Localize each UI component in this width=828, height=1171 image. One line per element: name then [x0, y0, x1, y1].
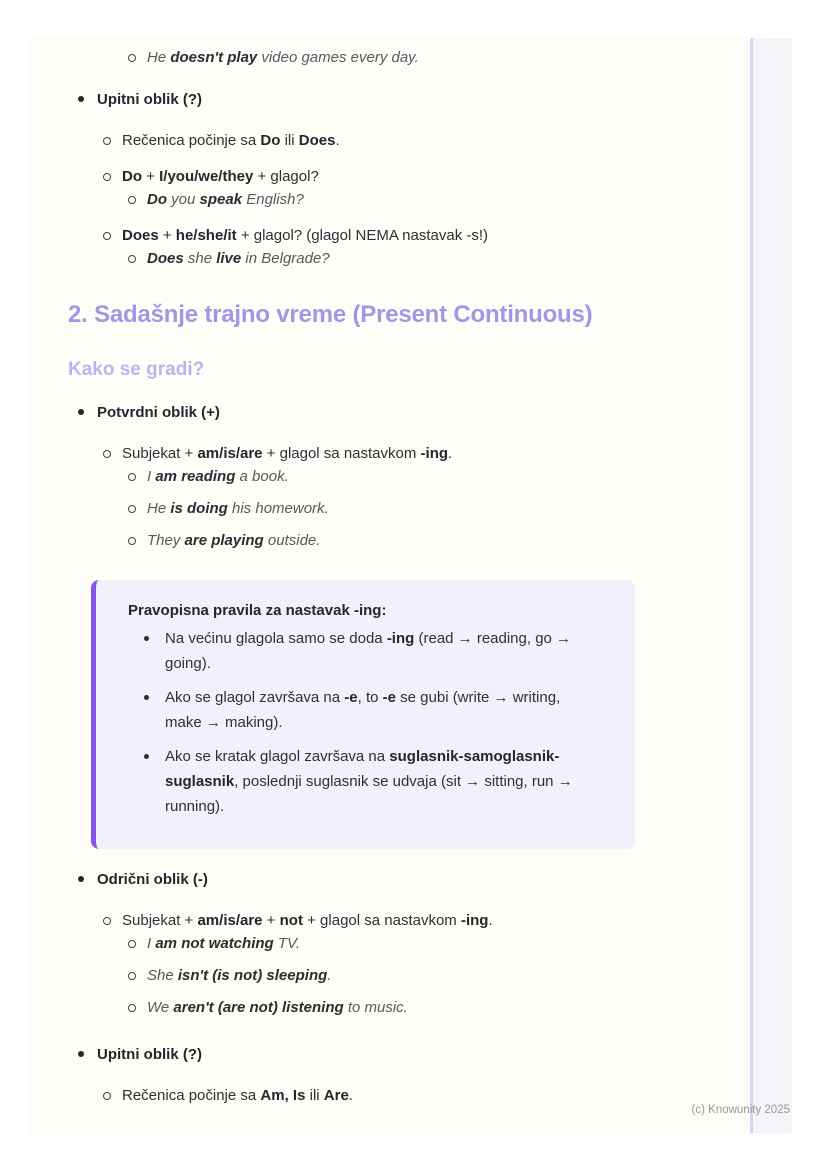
text: outside.: [263, 532, 321, 549]
bold-text: Does: [122, 227, 159, 244]
text: + glagol sa nastavkom: [262, 445, 421, 462]
bold-text: Potvrdni oblik (+): [97, 404, 220, 421]
bullet-circle-icon: [128, 196, 136, 204]
text: to music.: [343, 999, 408, 1016]
text: .: [448, 445, 453, 462]
bold-text: am/is/are: [197, 912, 263, 929]
bullet-disc-icon: [144, 754, 149, 759]
callout-list: [128, 626, 599, 819]
list-item: [78, 1043, 717, 1107]
next-page-edge: [750, 38, 792, 1133]
bold-text: Do: [122, 168, 142, 185]
bold-text: am reading: [155, 468, 236, 485]
callout-item: [128, 626, 599, 676]
list-level-3: [128, 247, 717, 270]
text: + glagol sa nastavkom: [302, 912, 461, 929]
list-item: [103, 909, 717, 1019]
bold-text: Does: [298, 132, 336, 149]
bold-text: not: [279, 912, 303, 929]
text: + glagol? (glagol NEMA nastavak -s!): [236, 227, 489, 244]
text: Subjekat +: [122, 445, 198, 462]
bullet-circle-icon: [103, 917, 111, 925]
text: you: [167, 191, 200, 208]
section-heading: 2. Sadašnje trajno vreme (Present Continuous): [68, 301, 593, 328]
bullet-circle-icon: [103, 173, 111, 181]
bold-text: -ing: [420, 445, 449, 462]
callout-item: [128, 685, 599, 735]
list-item-text: [147, 468, 289, 485]
text: Rečenica počinje sa: [122, 1087, 261, 1104]
document-page: [30, 38, 747, 1133]
example-item: [128, 188, 717, 211]
bold-text: live: [216, 250, 242, 267]
example-item: [128, 932, 717, 955]
bold-text: aren't (are not) listening: [173, 999, 344, 1016]
example-item: [128, 46, 717, 69]
text: +: [262, 912, 280, 929]
callout-item-text: [165, 630, 571, 672]
text: ili: [305, 1087, 324, 1104]
text: Ako se glagol završava na: [165, 689, 345, 706]
callout-item-text: [165, 748, 573, 815]
list-item-text: [97, 871, 208, 888]
bullet-disc-icon: [144, 695, 149, 700]
bold-text: Are: [323, 1087, 349, 1104]
text: a book.: [235, 468, 289, 485]
bold-text: Odrični oblik (-): [97, 871, 208, 888]
text: Na većinu glagola samo se doda: [165, 630, 387, 647]
list-item: [103, 1084, 717, 1107]
text: + glagol?: [253, 168, 319, 185]
bold-text: is doing: [170, 500, 228, 517]
example-item: [128, 529, 717, 552]
text: +: [158, 227, 176, 244]
text: .: [327, 967, 332, 984]
list-level-2: [103, 129, 717, 270]
bullet-circle-icon: [128, 255, 136, 263]
bold-text: am not watching: [155, 935, 274, 952]
text: +: [142, 168, 160, 185]
list-level-3: [128, 46, 717, 69]
bold-text: he/she/it: [175, 227, 237, 244]
bullet-circle-icon: [128, 473, 136, 481]
list-item-text: [122, 1087, 353, 1104]
text: (read → reading, go → going).: [165, 630, 572, 672]
bullet-circle-icon: [103, 232, 111, 240]
text: in Belgrade?: [241, 250, 330, 267]
text: We: [147, 999, 174, 1016]
bold-text: speak: [199, 191, 243, 208]
bold-text: Upitni oblik (?): [97, 1046, 202, 1063]
bold-text: doesn't play: [170, 49, 258, 66]
bold-text: Do: [260, 132, 281, 149]
text: , poslednji suglasnik se udvaja (sit → sitting, run → running).: [165, 773, 573, 815]
example-item: [128, 497, 717, 520]
bold-text: -e: [344, 689, 358, 706]
list-level-1: [78, 401, 717, 552]
list-item-text: [147, 967, 331, 984]
bold-text: am/is/are: [197, 445, 263, 462]
list-item: [103, 442, 717, 552]
text: his homework.: [227, 500, 329, 517]
bullet-circle-icon: [103, 450, 111, 458]
text: Subjekat +: [122, 912, 198, 929]
list-level-2: [103, 909, 717, 1019]
list-item: [103, 224, 717, 270]
list-level-2: [103, 1084, 717, 1107]
bullet-disc-icon: [144, 636, 149, 641]
list-item-text: [147, 532, 320, 549]
list-item-text: [147, 500, 329, 517]
bold-text: Pravopisna pravila za nastavak -ing:: [128, 602, 387, 619]
text: I: [147, 935, 156, 952]
example-item: [128, 964, 717, 987]
callout-title: [128, 599, 599, 622]
bullet-circle-icon: [103, 137, 111, 145]
bullet-disc-icon: [78, 409, 84, 415]
text: , to: [357, 689, 383, 706]
list-item-text: [147, 999, 408, 1016]
list-item-text: [147, 49, 419, 66]
list-item: [78, 868, 717, 1019]
example-item: [128, 465, 717, 488]
bold-text: Does: [147, 250, 184, 267]
callout-item-text: [165, 689, 560, 731]
bullet-circle-icon: [128, 54, 136, 62]
list-item-text: [122, 132, 340, 149]
bold-text: are playing: [184, 532, 264, 549]
list-level-3: [128, 188, 717, 211]
text: .: [488, 912, 493, 929]
text: English?: [242, 191, 304, 208]
subsection-heading: Kako se gradi?: [68, 359, 205, 380]
text: .: [348, 1087, 353, 1104]
bullet-disc-icon: [78, 96, 84, 102]
bullet-circle-icon: [128, 1004, 136, 1012]
list-item-text: [97, 1046, 202, 1063]
text: TV.: [273, 935, 301, 952]
copyright-watermark: (c) Knowunity 2025: [691, 1104, 790, 1116]
list-item-text: [122, 168, 319, 185]
text: video games every day.: [257, 49, 419, 66]
text: Ako se kratak glagol završava na: [165, 748, 390, 765]
list-level-1: [78, 868, 717, 1107]
bold-text: -ing: [386, 630, 415, 647]
page-content: [30, 38, 747, 1107]
list-item: [103, 129, 717, 152]
list-level-2: [103, 442, 717, 552]
list-item-text: [147, 250, 330, 267]
bold-text: isn't (is not) sleeping: [177, 967, 328, 984]
bullet-disc-icon: [78, 1051, 84, 1057]
list-level-1: [78, 88, 717, 270]
bold-text: -e: [382, 689, 396, 706]
list-item: [78, 88, 717, 270]
list-item-text: [122, 227, 488, 244]
list-item-text: [122, 912, 493, 929]
bullet-circle-icon: [128, 505, 136, 513]
text: Rečenica počinje sa: [122, 132, 261, 149]
example-item: [128, 996, 717, 1019]
list-item-text: [97, 404, 220, 421]
list-level-3: [128, 932, 717, 1019]
bold-text: suglasnik-samoglasnik-suglasnik: [165, 748, 560, 790]
bold-text: Am, Is: [260, 1087, 306, 1104]
bullet-circle-icon: [128, 972, 136, 980]
bullet-circle-icon: [128, 537, 136, 545]
bold-text: Upitni oblik (?): [97, 91, 202, 108]
text: She: [147, 967, 178, 984]
bold-text: Do: [147, 191, 167, 208]
bold-text: I/you/we/they: [159, 168, 254, 185]
callout-box: [91, 580, 635, 849]
text: They: [147, 532, 185, 549]
list-item: [78, 401, 717, 552]
callout-item: [128, 744, 599, 819]
text: se gubi (write → writing, make → making).: [165, 689, 561, 731]
list-item-text: [122, 445, 452, 462]
list-item-text: [147, 935, 300, 952]
text: .: [335, 132, 340, 149]
bullet-circle-icon: [128, 940, 136, 948]
list-item-text: [147, 191, 304, 208]
text: He: [147, 49, 171, 66]
text: I: [147, 468, 156, 485]
text: ili: [280, 132, 299, 149]
list-item: [103, 165, 717, 211]
list-level-3: [128, 465, 717, 552]
bullet-circle-icon: [103, 1092, 111, 1100]
text: she: [183, 250, 217, 267]
example-item: [128, 247, 717, 270]
text: He: [147, 500, 171, 517]
bold-text: -ing: [460, 912, 489, 929]
bullet-disc-icon: [78, 876, 84, 882]
list-item-text: [97, 91, 202, 108]
